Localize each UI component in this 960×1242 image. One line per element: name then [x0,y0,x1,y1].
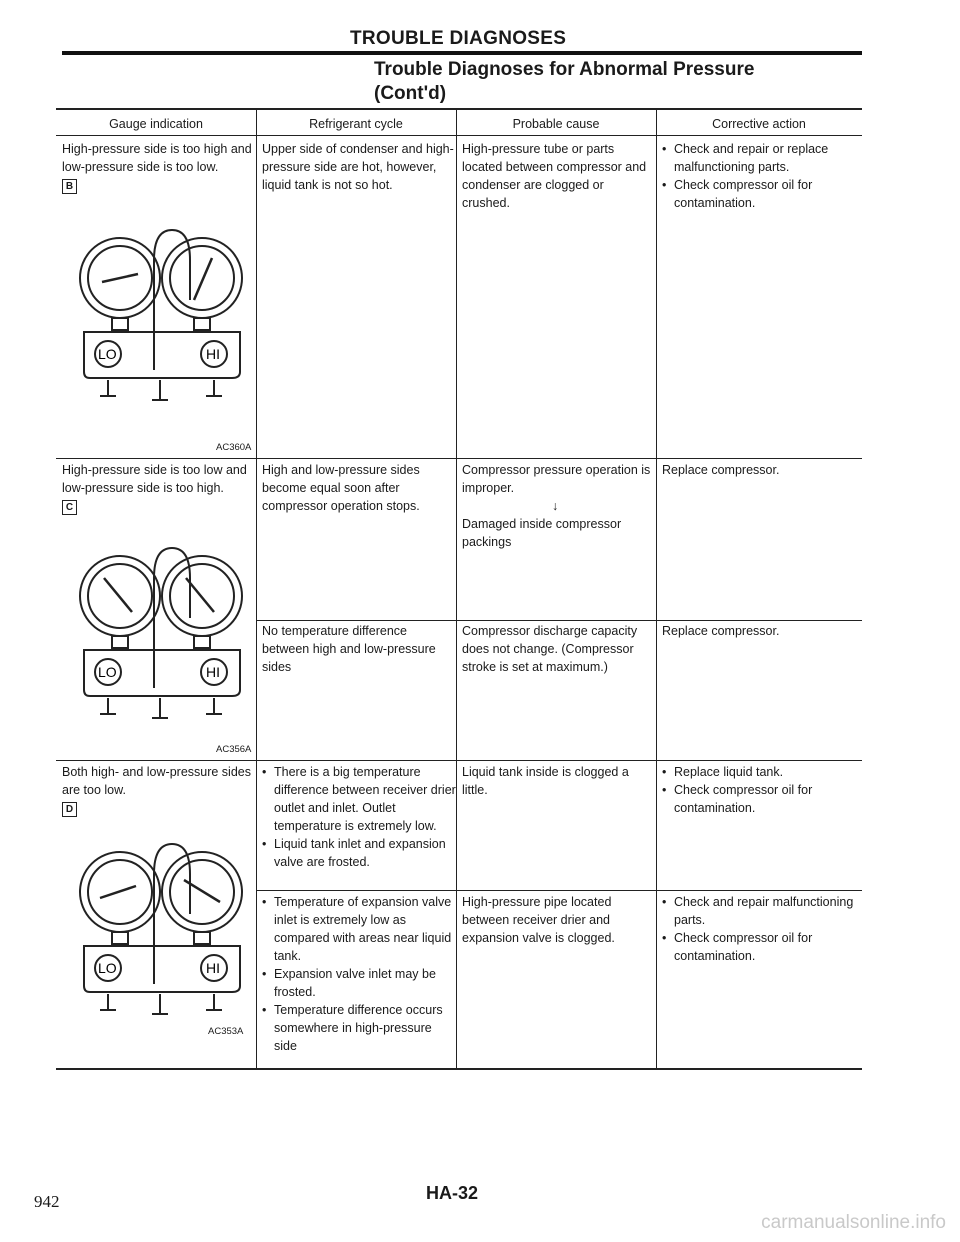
subtitle-line-2: (Cont'd) [374,83,447,104]
probable-cause-cell [462,461,654,551]
gauge-manifold-figure [62,538,258,738]
figure-code: AC360A [216,442,252,453]
cause-text: Damaged inside compressor packings [462,517,622,549]
down-arrow-icon: ↓ [552,499,559,513]
refrigerant-cycle-cell [260,893,456,1055]
gauge-indication-cell [62,140,254,194]
cause-text: Compressor pressure operation is improper. [462,463,651,495]
probable-cause-cell: High-pressure pipe located between receiver drier and expansion valve is clogged. [462,895,615,945]
diagnosis-table [56,108,862,1070]
row-divider [56,760,862,761]
refrigerant-cycle-cell [260,763,456,871]
gauge-indication-cell [62,763,254,817]
condition-badge: C [62,500,77,515]
cycle-item: • There is a big temperature difference between receiver drier outlet and inlet. Outlet temperature is extremely low. [260,763,456,835]
refrigerant-cycle-cell: High and low-pressure sides become equal soon after compressor operation stops. [262,463,420,513]
corrective-action-cell: Replace compressor. [662,624,780,638]
page-subtitle [374,58,754,106]
gauge-indication-text: High-pressure side is too high and low-pressure side is too low. [62,142,252,174]
gauge-indication-cell [62,461,254,515]
table-top-rule [56,108,862,110]
column-header: Gauge indication [109,117,203,131]
section-title: TROUBLE DIAGNOSES [350,28,567,49]
subtitle-line-1: Trouble Diagnoses for Abnormal Pressure [374,59,755,80]
condition-badge: D [62,802,77,817]
probable-cause-cell: Compressor discharge capacity does not change. (Compressor stroke is set at maximum.) [462,624,638,674]
probable-cause-cell: Liquid tank inside is clogged a little. [462,765,629,797]
corrective-action-cell [660,763,860,817]
hi-label: HI [206,664,220,680]
figure-code: AC353A [208,1026,244,1037]
action-item: • Check compressor oil for contamination. [660,929,860,965]
corrective-action-cell [660,140,860,212]
header-rule [62,51,862,55]
subrow-divider [256,620,862,621]
corrective-action-cell: Replace compressor. [662,463,780,477]
cycle-item: • Liquid tank inlet and expansion valve are frosted. [260,835,456,871]
cycle-item: • Temperature difference occurs somewhere in high-pressure side [260,1001,456,1055]
condition-badge: B [62,179,77,194]
cycle-item: • Temperature of expansion valve inlet is extremely low as compared with areas near liquid tank. [260,893,456,965]
page-reference: HA-32 [426,1183,479,1203]
row-divider [56,458,862,459]
lo-label: LO [98,960,117,976]
hi-label: HI [206,960,220,976]
action-item: • Replace liquid tank. [660,763,860,781]
lo-label: LO [98,664,117,680]
action-item: • Check compressor oil for contamination. [660,176,860,212]
column-header: Refrigerant cycle [309,117,403,131]
column-divider [656,108,657,1070]
header-bottom-rule [56,135,862,136]
column-divider [456,108,457,1070]
hi-label: HI [206,346,220,362]
gauge-indication-text: Both high- and low-pressure sides are too low. [62,765,251,797]
subrow-divider [256,890,862,891]
watermark: carmanualsonline.info [761,1212,946,1233]
action-item: • Check compressor oil for contamination. [660,781,860,817]
column-header: Corrective action [712,117,806,131]
gauge-indication-text: High-pressure side is too low and low-pressure side is too high. [62,463,247,495]
refrigerant-cycle-cell: Upper side of condenser and high-pressure side are hot, however, liquid tank is not so hot. [262,142,454,192]
lo-label: LO [98,346,117,362]
gauge-manifold-figure [62,834,258,1034]
column-header: Probable cause [512,117,600,131]
gauge-manifold-figure [62,220,258,420]
action-item: • Check and repair or replace malfunctioning parts. [660,140,860,176]
probable-cause-cell: High-pressure tube or parts located between compressor and condenser are clogged or crushed. [462,142,647,210]
corrective-action-cell [660,893,860,965]
page-number: 942 [34,1192,60,1211]
refrigerant-cycle-cell: No temperature difference between high and low-pressure sides [262,624,436,674]
cycle-item: • Expansion valve inlet may be frosted. [260,965,456,1001]
table-bottom-rule [56,1068,862,1070]
action-item: • Check and repair malfunctioning parts. [660,893,860,929]
figure-code: AC356A [216,744,252,755]
